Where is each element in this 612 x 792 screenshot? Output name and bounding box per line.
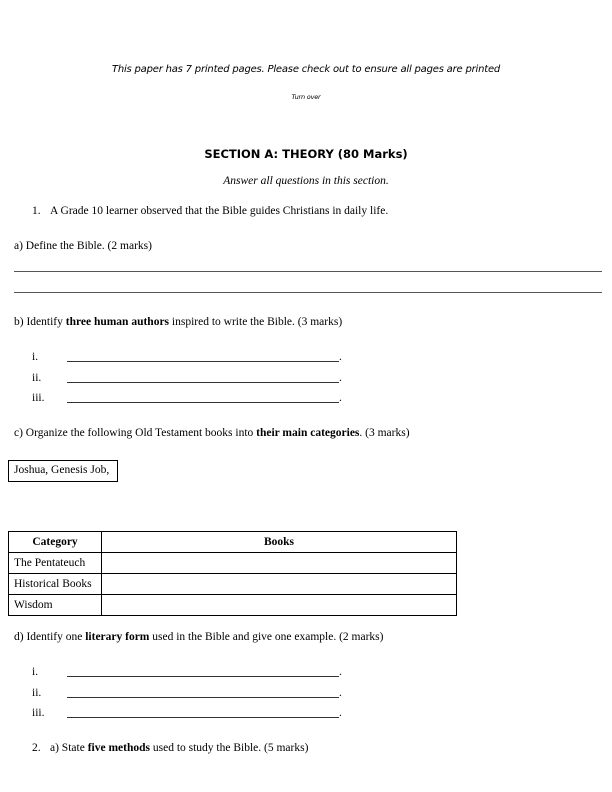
list-marker-ii: ii. [32,372,42,384]
turn-over-note: Turn over [291,93,321,101]
question-2a: a) State five methods used to study the Bible. (5 marks) [50,742,309,754]
list-marker-iii: iii. [32,392,45,404]
table-row [9,574,457,595]
answer-line-1a-1[interactable] [14,271,602,272]
books-answer-cell[interactable] [102,553,457,574]
answer-blank-1b-ii[interactable] [67,382,339,383]
blank-period: . [339,707,342,719]
list-marker-iii: iii. [32,707,45,719]
answer-blank-1d-iii[interactable] [67,717,339,718]
table-header-books: Books [102,532,457,553]
answer-blank-1d-i[interactable] [67,676,339,677]
list-marker-ii: ii. [32,687,42,699]
section-title: SECTION A: THEORY (80 Marks) [204,147,408,161]
categories-table [8,531,457,616]
table-header-category: Category [9,532,102,553]
table-row [9,553,457,574]
answer-blank-1b-i[interactable] [67,361,339,362]
blank-period: . [339,687,342,699]
books-answer-cell[interactable] [102,595,457,616]
list-marker-i: i. [32,351,39,363]
table-header-row [9,532,457,553]
question-1-stem: A Grade 10 learner observed that the Bible guides Christians in daily life. [50,205,389,217]
books-list-box: Joshua, Genesis Job, [8,460,118,482]
category-cell: Wisdom [9,595,102,616]
answer-blank-1d-ii[interactable] [67,697,339,698]
section-instruction: Answer all questions in this section. [223,175,389,187]
category-cell: Historical Books [9,574,102,595]
question-1d: d) Identify one literary form used in the Bible and give one example. (2 marks) [14,631,384,643]
blank-period: . [339,666,342,678]
table-row [9,595,457,616]
printed-pages-notice: This paper has 7 printed pages. Please check out to ensure all pages are printed [111,64,501,75]
answer-line-1a-2[interactable] [14,292,602,293]
list-marker-i: i. [32,666,39,678]
question-2-number: 2. [32,742,41,754]
blank-period: . [339,351,342,363]
blank-period: . [339,372,342,384]
blank-period: . [339,392,342,404]
answer-blank-1b-iii[interactable] [67,402,339,403]
category-cell: The Pentateuch [9,553,102,574]
books-answer-cell[interactable] [102,574,457,595]
question-1-number: 1. [32,205,41,217]
question-1c: c) Organize the following Old Testament books into their main categories. (3 marks) [14,427,410,439]
question-1a: a) Define the Bible. (2 marks) [14,240,152,252]
question-1b: b) Identify three human authors inspired to write the Bible. (3 marks) [14,316,343,328]
